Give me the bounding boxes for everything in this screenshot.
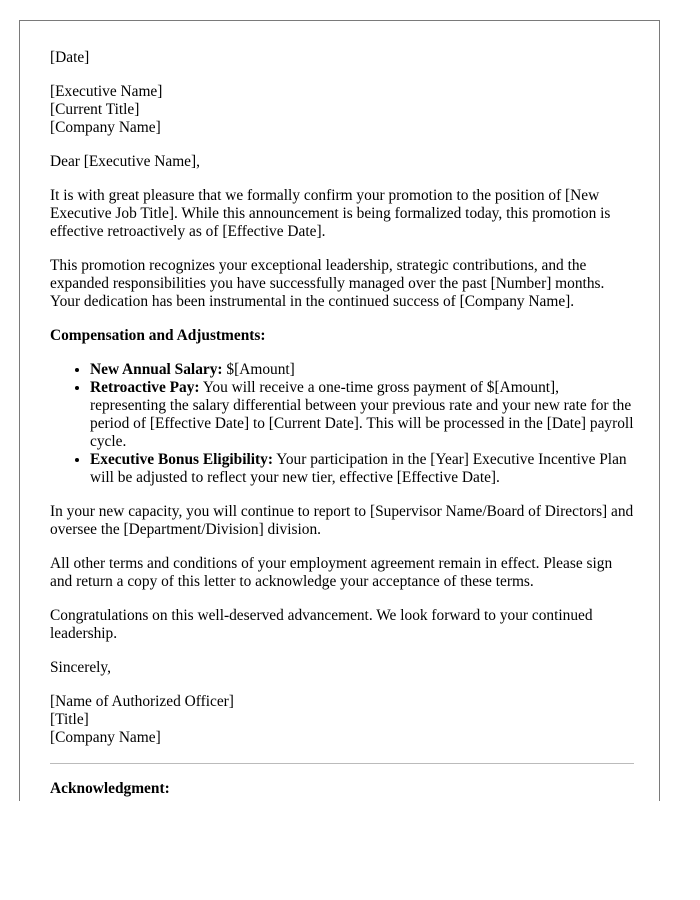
list-item — [90, 451, 634, 487]
salutation: Dear [Executive Name], — [50, 153, 200, 170]
letter-page — [19, 20, 660, 801]
congratulations-paragraph: Congratulations on this well-deserved advancement. We look forward to your continued leadership. — [50, 607, 593, 642]
list-item-text: Your participation in the [Year] Executive Incentive Plan will be adjusted to reflect your new tier, effective [Effective Date]. — [90, 451, 627, 486]
recipient-name: [Executive Name] — [50, 83, 163, 100]
list-item — [90, 379, 634, 451]
signatory-company: [Company Name] — [50, 729, 161, 746]
compensation-list — [50, 361, 634, 487]
recognition-paragraph: This promotion recognizes your exceptional leadership, strategic contributions, and the expanded responsibilities you have successfully managed over the past [Number] months. Your dedication has been instrumental in the continued success of [Company Name]. — [50, 257, 605, 310]
list-item-label: Executive Bonus Eligibility: — [90, 451, 273, 468]
reporting-paragraph: In your new capacity, you will continue to report to [Supervisor Name/Board of Directors] and oversee the [Department/Division] division. — [50, 503, 634, 538]
list-item-label: New Annual Salary: — [90, 361, 223, 378]
signatory-name: [Name of Authorized Officer] — [50, 693, 234, 710]
list-item-text: You will receive a one-time gross payment of $[Amount], representing the salary differential between your previous rate and your new rate for the period of [Effective Date] to [Current Date]. This will be processed in the [Date] payroll cycle. — [90, 379, 634, 450]
terms-paragraph: All other terms and conditions of your employment agreement remain in effect. Please sign and return a copy of this letter to acknowledge your acceptance of these terms. — [50, 555, 613, 590]
letter-body — [50, 49, 634, 801]
recipient-company: [Company Name] — [50, 119, 161, 136]
divider — [50, 763, 634, 764]
signatory-title: [Title] — [50, 711, 89, 728]
compensation-heading: Compensation and Adjustments: — [50, 327, 266, 344]
list-item-text: $[Amount] — [222, 361, 295, 378]
recipient-block — [50, 83, 634, 137]
signatory-block — [50, 693, 634, 747]
promotion-paragraph: It is with great pleasure that we formally confirm your promotion to the position of [New Executive Job Title]. While this announcement is being formalized today, this promotion is effective retroactively as of [Effective Date]. — [50, 187, 611, 240]
closing: Sincerely, — [50, 659, 111, 676]
list-item — [90, 361, 634, 379]
letter-date: [Date] — [50, 49, 90, 66]
acknowledgment-heading: Acknowledgment: — [50, 780, 170, 797]
recipient-title: [Current Title] — [50, 101, 140, 118]
list-item-label: Retroactive Pay: — [90, 379, 200, 396]
